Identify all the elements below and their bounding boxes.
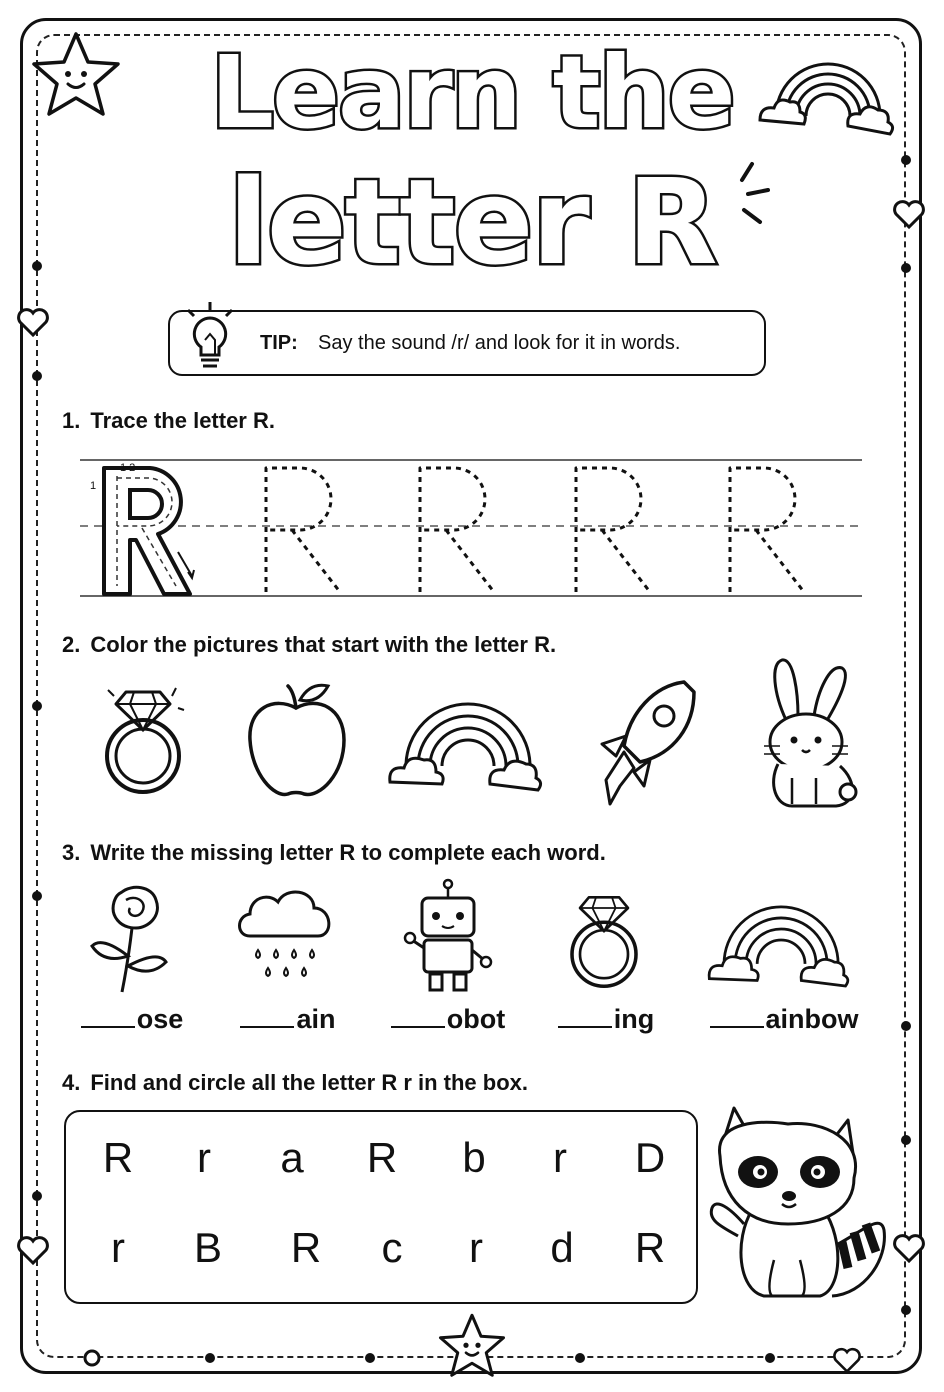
lightbulb-icon <box>180 300 240 380</box>
grid-letter[interactable]: R <box>366 1134 398 1181</box>
word-ending: obot <box>446 1004 506 1034</box>
section-1-title <box>62 408 275 434</box>
rain-cloud-icon <box>236 886 336 992</box>
section-2-title <box>62 632 556 658</box>
ring-icon[interactable] <box>98 682 188 798</box>
grid-letter[interactable]: D <box>634 1134 666 1181</box>
rose-icon <box>88 882 174 996</box>
smiling-star-icon <box>436 1312 508 1380</box>
blank-line[interactable] <box>240 1024 294 1028</box>
dotted-letter-r <box>726 464 810 596</box>
section-text: Color the pictures that start with the letter R. <box>90 632 557 657</box>
letter-search-box <box>64 1110 698 1304</box>
word-ending: ain <box>296 1004 336 1034</box>
tip-text: Say the sound /r/ and look for it in words. <box>318 332 681 354</box>
rainbow-icon[interactable] <box>386 690 552 790</box>
tip-label: TIP: <box>260 332 298 354</box>
section-3-title <box>62 840 606 866</box>
stroke-number: 1 <box>90 480 97 492</box>
section-number: 4. <box>62 1070 81 1095</box>
grid-letter[interactable]: a <box>280 1134 304 1181</box>
word-blank-ring[interactable] <box>516 1004 696 1035</box>
blank-line[interactable] <box>391 1024 445 1028</box>
dotted-letter-r <box>416 464 500 596</box>
rocket-icon[interactable] <box>594 676 700 810</box>
grid-letter[interactable]: d <box>550 1224 574 1271</box>
word-blank-rose[interactable] <box>42 1004 222 1035</box>
section-4-title <box>62 1070 528 1096</box>
grid-letter[interactable]: b <box>462 1134 486 1181</box>
rainbow-icon <box>704 894 860 986</box>
model-letter-r <box>98 460 208 600</box>
stroke-number: 1 2 <box>120 462 136 474</box>
word-blank-robot[interactable] <box>358 1004 538 1035</box>
raccoon-icon <box>704 1100 892 1308</box>
section-number: 2. <box>62 632 81 657</box>
dotted-letter-r <box>262 464 346 596</box>
ring-icon <box>564 888 644 992</box>
grid-letter[interactable]: r <box>553 1134 567 1181</box>
grid-letter[interactable]: R <box>634 1224 666 1271</box>
grid-letter[interactable]: r <box>469 1224 483 1271</box>
grid-letter[interactable]: B <box>193 1224 222 1271</box>
word-ending: ose <box>136 1004 184 1034</box>
title-line-2: letter R <box>228 153 716 291</box>
grid-letter[interactable]: R <box>290 1224 322 1271</box>
word-blank-rainbow[interactable] <box>694 1004 874 1035</box>
grid-letter[interactable]: R <box>102 1134 134 1181</box>
section-text: Find and circle all the letter R r in the box. <box>90 1070 528 1095</box>
word-blank-rain[interactable] <box>198 1004 378 1035</box>
blank-line[interactable] <box>558 1024 612 1028</box>
section-text: Write the missing letter R to complete each word. <box>90 840 606 865</box>
blank-line[interactable] <box>710 1024 764 1028</box>
dotted-letter-r <box>572 464 656 596</box>
section-number: 1. <box>62 408 81 433</box>
word-ending: ing <box>613 1004 655 1034</box>
robot-icon <box>400 878 496 996</box>
apple-icon[interactable] <box>244 678 350 800</box>
rabbit-icon[interactable] <box>752 654 862 812</box>
word-ending: ainbow <box>765 1004 859 1034</box>
grid-letter[interactable]: r <box>111 1224 125 1271</box>
section-text: Trace the letter R. <box>90 408 275 433</box>
tip-box <box>168 310 766 376</box>
title-line-1: Learn the <box>210 34 734 151</box>
section-number: 3. <box>62 840 81 865</box>
grid-letter[interactable]: c <box>381 1224 403 1271</box>
blank-line[interactable] <box>81 1024 135 1028</box>
grid-letter[interactable]: r <box>197 1134 211 1181</box>
